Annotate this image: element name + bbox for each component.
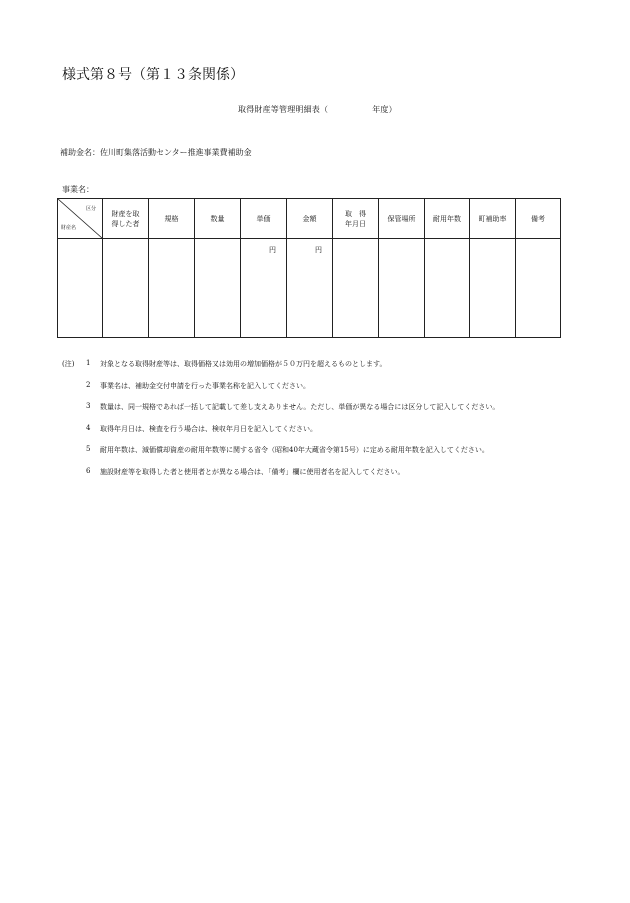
note-item (62, 381, 499, 403)
note-text: 数量は、同一規格であれば一括して記載して差し支えありません。ただし、単価が異なる場合には区分して記入してください。 (100, 403, 500, 411)
note-number: 1 (86, 359, 91, 367)
document-title (238, 104, 397, 115)
column-header: 備考 (516, 199, 561, 239)
note-text: 事業名は、補助金交付申請を行った事業名称を記入してください。 (100, 381, 310, 390)
asset-ledger-table (57, 198, 561, 338)
cell-acquirer (103, 239, 149, 338)
note-item (62, 359, 499, 381)
title-suffix: 年度） (372, 105, 397, 114)
note-text: 耐用年数は、減価償却資産の耐用年数等に関する省令（昭和40年大蔵省令第15号）に定める耐用年数を記入してください。 (100, 446, 489, 454)
table-header-row (58, 199, 561, 239)
column-header: 数量 (195, 199, 241, 239)
note-number: 2 (86, 380, 91, 389)
unit-price-yen: 円 (269, 246, 276, 254)
note-number: 5 (86, 445, 91, 453)
form-number: 様式第８号（第１３条関係） (62, 67, 244, 83)
cell-unit-price (241, 239, 287, 338)
table-row (58, 239, 561, 338)
cell-asset-name (58, 239, 103, 338)
note-text: 取得年月日は、検査を行う場合は、検収年月日を記入してください。 (100, 424, 317, 433)
cell-subsidy-rate (470, 239, 516, 338)
note-text: 対象となる取得財産等は、取得価格又は効用の増加価格が５０万円を超えるものとします。 (100, 360, 387, 368)
diagonal-header-cell (58, 199, 103, 239)
note-number: 6 (86, 466, 91, 475)
note-item (62, 402, 499, 424)
note-number: 3 (86, 402, 91, 410)
diag-bottom-label: 財産名 (61, 225, 77, 231)
grant-label: 補助金名： (60, 148, 100, 157)
title-prefix: 取得財産等管理明細表（ (238, 105, 329, 114)
cell-remarks (516, 239, 561, 338)
note-item (62, 445, 499, 467)
cell-storage (379, 239, 425, 338)
column-header: 金額 (287, 199, 333, 239)
amount-yen: 円 (315, 246, 322, 254)
column-header: 規格 (149, 199, 195, 239)
cell-quantity (195, 239, 241, 338)
notes-section (62, 359, 499, 488)
column-header: 財産を取 得した者 (103, 199, 149, 239)
cell-acquired-date (333, 239, 379, 338)
project-label: 事業名： (62, 185, 94, 194)
note-text: 施設財産等を取得した者と使用者とが異なる場合は、「備考」欄に使用者名を記入してください。 (100, 467, 405, 476)
column-header: 耐用年数 (425, 199, 470, 239)
column-header: 取 得 年月日 (333, 199, 379, 239)
column-header: 保管場所 (379, 199, 425, 239)
cell-amount (287, 239, 333, 338)
column-header: 町補助率 (470, 199, 516, 239)
column-header: 単価 (241, 199, 287, 239)
notes-label: (注) (62, 360, 75, 368)
note-item (62, 467, 499, 489)
grant-value: 佐川町集落活動センター推進事業費補助金 (100, 148, 252, 157)
grant-name (60, 147, 252, 158)
diag-top-label: 区分 (85, 206, 96, 212)
cell-useful-life (425, 239, 470, 338)
note-item (62, 424, 499, 446)
cell-spec (149, 239, 195, 338)
note-number: 4 (86, 423, 91, 432)
